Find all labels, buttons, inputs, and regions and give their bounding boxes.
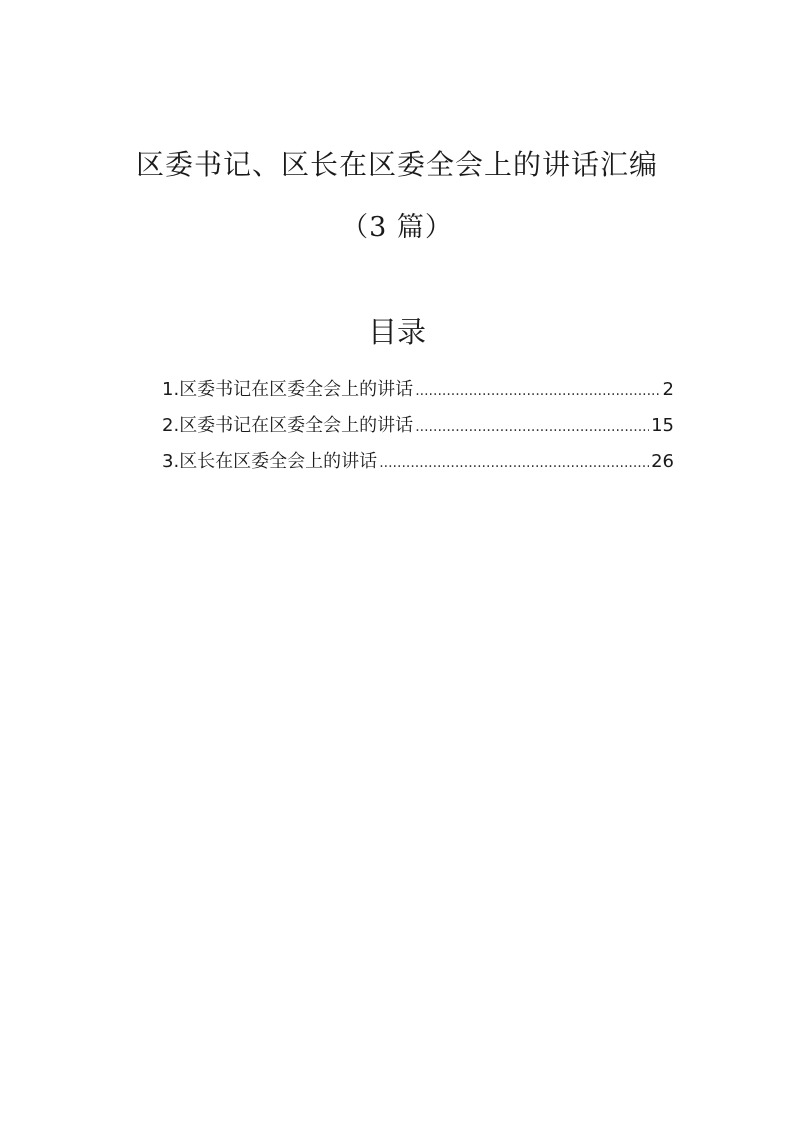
toc-dot-leader [379, 450, 649, 475]
toc-entry[interactable] [162, 414, 674, 450]
document-subtitle: （3 篇） [341, 212, 453, 243]
table-of-contents [162, 378, 674, 486]
toc-entry[interactable] [162, 450, 674, 486]
toc-entry-number: 2. [162, 415, 180, 436]
toc-entry-page: 2 [662, 379, 674, 400]
toc-entry-page: 26 [651, 451, 674, 472]
toc-entry-label: 区委书记在区委全会上的讲话 [179, 379, 414, 400]
toc-entry-number: 1. [162, 379, 180, 400]
document-title: 区委书记、区长在区委全会上的讲话汇编 [135, 148, 658, 181]
toc-entry-number: 3. [162, 451, 180, 472]
toc-entry[interactable] [162, 378, 674, 414]
toc-dot-leader [415, 378, 660, 403]
toc-entry-label: 区委书记在区委全会上的讲话 [179, 415, 414, 436]
toc-entry-label: 区长在区委全会上的讲话 [179, 451, 378, 472]
toc-dot-leader [415, 414, 649, 439]
toc-heading: 目录 [367, 315, 426, 349]
toc-entry-page: 15 [651, 415, 674, 436]
